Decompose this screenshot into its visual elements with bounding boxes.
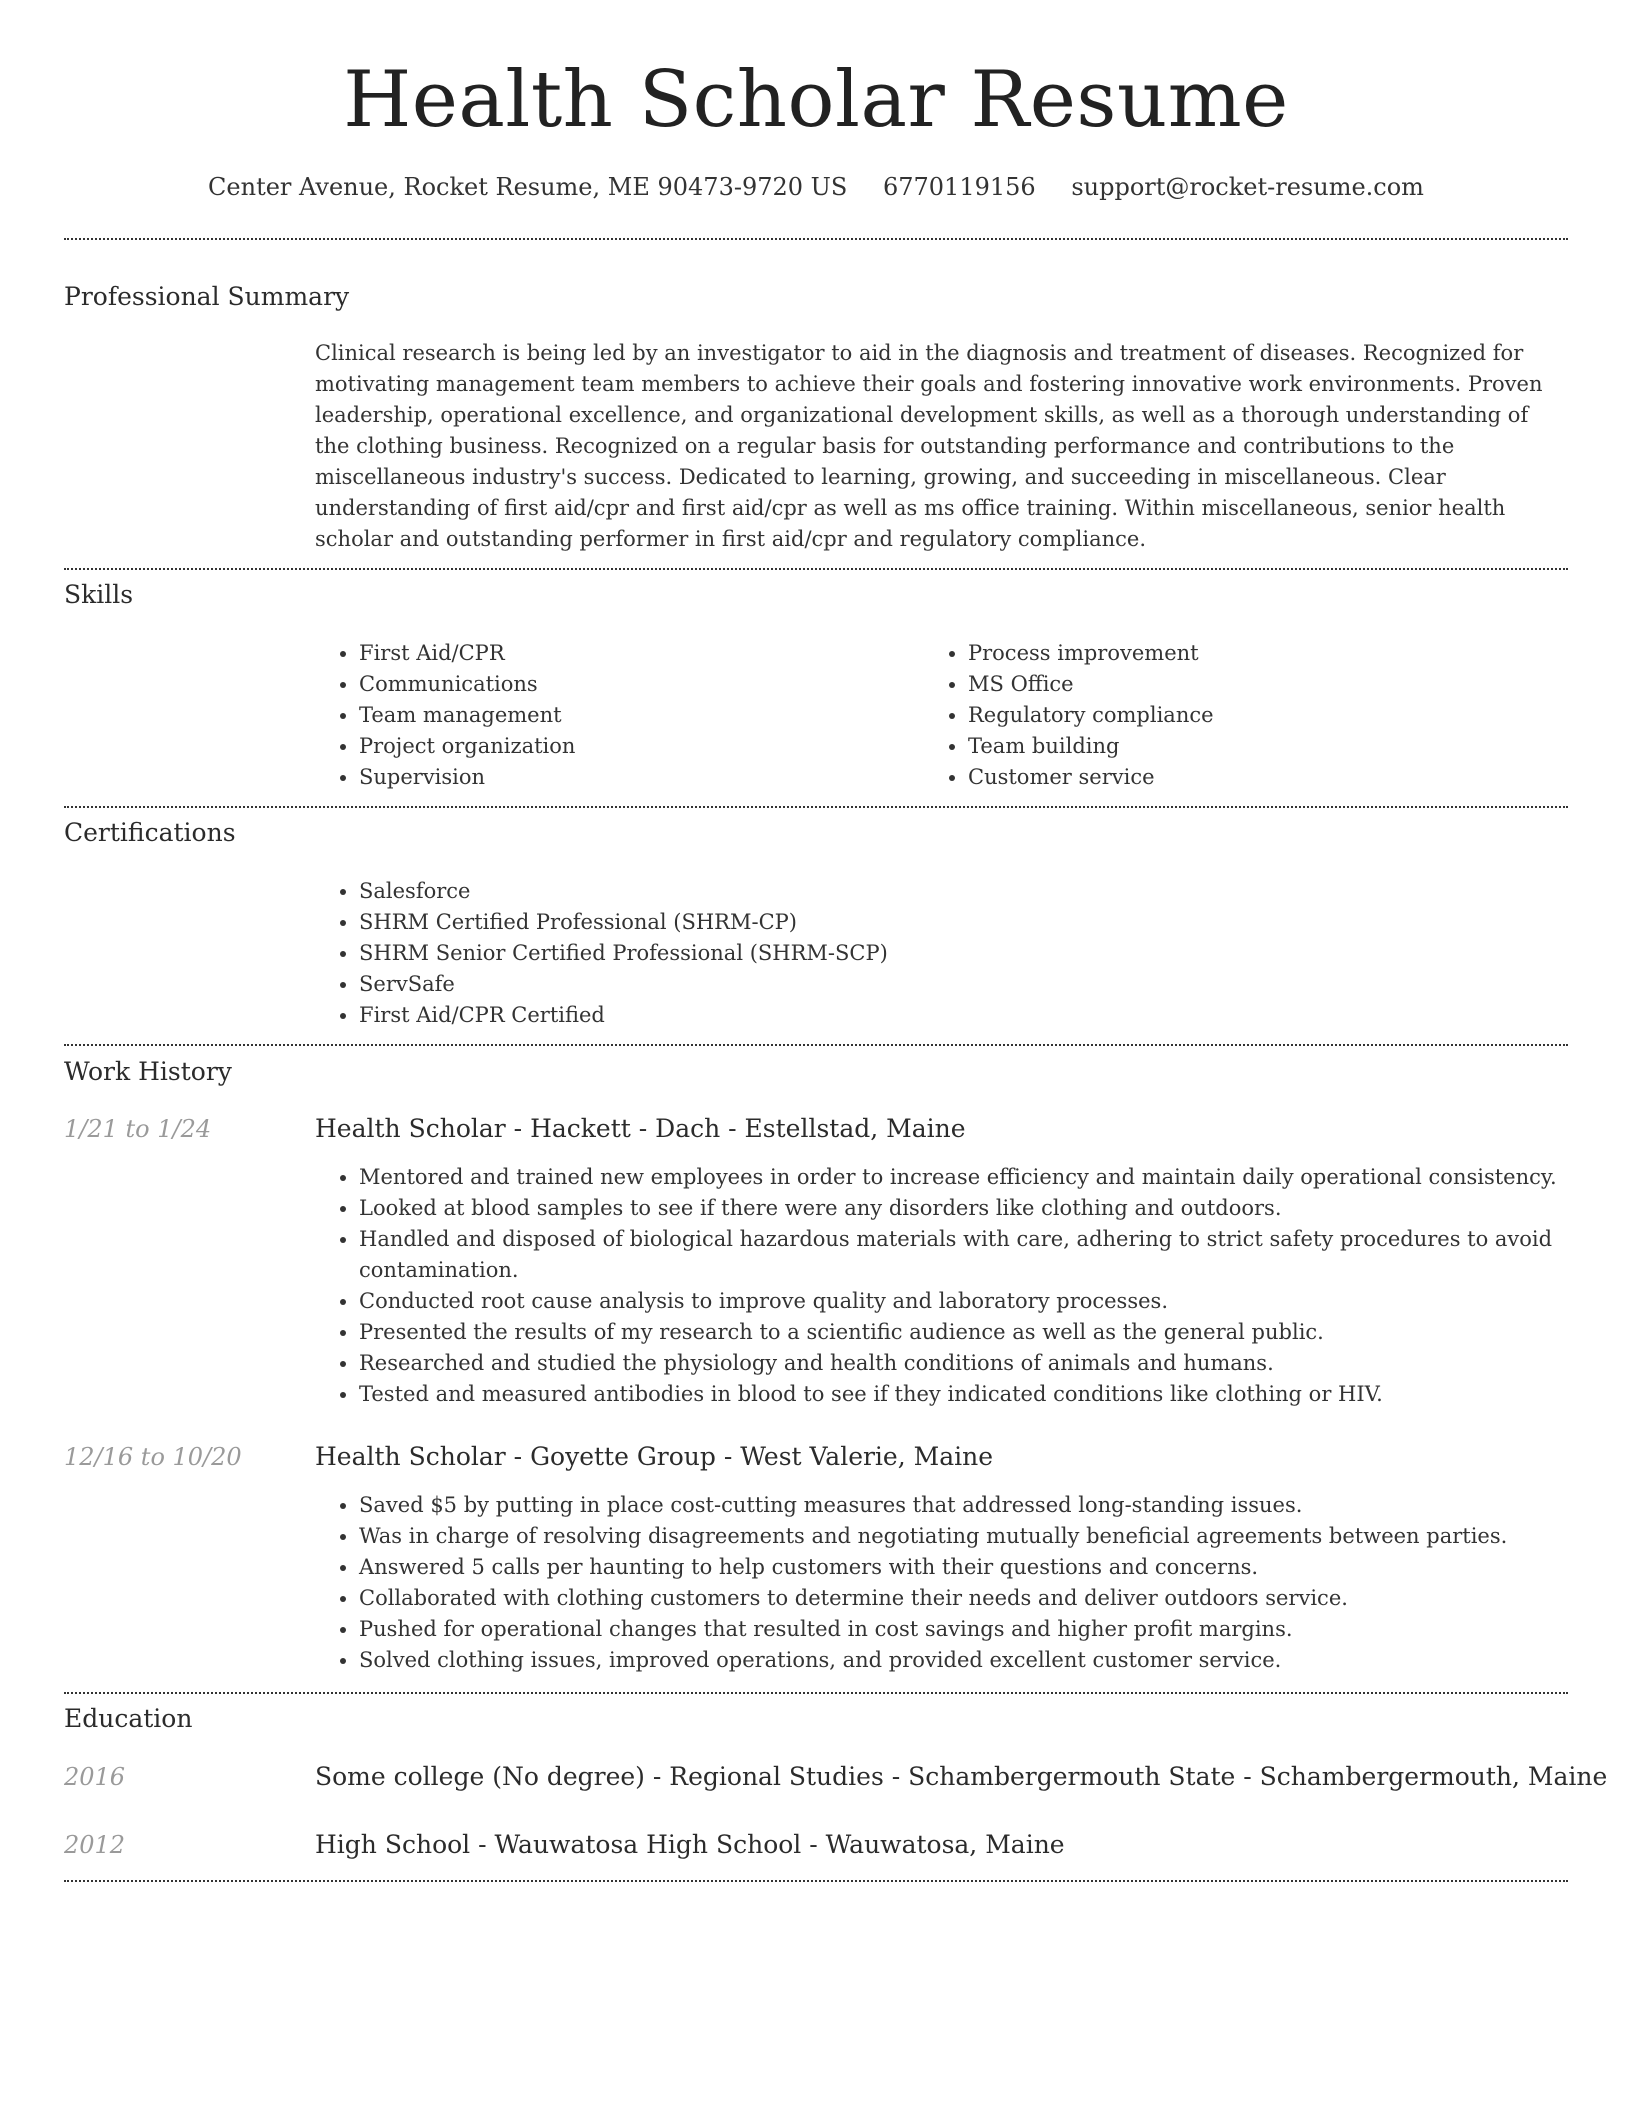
list-item: • Mentored and trained new employees in order to increase efficiency and maintain daily operational consistency. — [359, 1162, 1559, 1193]
certifications-list — [315, 876, 1559, 1031]
list-item: • Answered 5 calls per haunting to help customers with their questions and concerns. — [359, 1552, 1559, 1583]
job-bullets — [315, 1490, 1559, 1676]
list-item: • Researched and studied the physiology and health conditions of animals and humans. — [359, 1348, 1559, 1379]
resume-title: Health Scholar Resume — [343, 55, 1289, 145]
summary-text: Clinical research is being led by an investigator to aid in the diagnosis and treatment of diseases. Recognized for motivating management team members to achieve their goals and fostering innovative work environments. Proven leadership, operational excellence, and organizational development skills, as well as a thorough understanding of the clothing business. Recognized on a regular basis for outstanding performance and contributions to the miscellaneous industry's success. Dedicated to learning, growing, and succeeding in miscellaneous. Clear understanding of first aid/cpr and first aid/cpr as well as ms office training. Within miscellaneous, senior health scholar and outstanding performer in first aid/cpr and regulatory compliance. — [315, 341, 1543, 551]
list-item: • First Aid/CPR Certified — [359, 1000, 1559, 1031]
list-item: • Looked at blood samples to see if there were any disorders like clothing and outdoors. — [359, 1193, 1559, 1224]
list-item: • Regulatory compliance — [968, 700, 1568, 731]
job-title: Health Scholar - Goyette Group - West Valerie, Maine — [315, 1442, 994, 1471]
list-item: • First Aid/CPR — [359, 638, 919, 669]
section-title-work-history: Work History — [64, 1057, 232, 1086]
education-entry: High School - Wauwatosa High School - Wauwatosa, Maine — [315, 1830, 1065, 1859]
list-item: • Tested and measured antibodies in blood to see if they indicated conditions like clothing or HIV. — [359, 1379, 1559, 1410]
list-item: • Communications — [359, 669, 919, 700]
education-year: 2016 — [64, 1763, 126, 1791]
education-entry: Some college (No degree) - Regional Studies - Schambergermouth State - Schambergermouth, Maine — [315, 1762, 1608, 1791]
section-title-education: Education — [64, 1704, 193, 1733]
job-title: Health Scholar - Hackett - Dach - Estellstad, Maine — [315, 1114, 966, 1143]
list-item: • Salesforce — [359, 876, 1559, 907]
list-item: • Customer service — [968, 762, 1568, 793]
divider — [64, 1044, 1568, 1046]
list-item: • Conducted root cause analysis to improve quality and laboratory processes. — [359, 1286, 1559, 1317]
list-item: • Handled and disposed of biological hazardous materials with care, adhering to strict safety procedures to avoid contamination. — [359, 1224, 1559, 1286]
list-item: • Collaborated with clothing customers to determine their needs and deliver outdoors service. — [359, 1583, 1559, 1614]
list-item: • Saved $5 by putting in place cost-cutting measures that addressed long-standing issues. — [359, 1490, 1559, 1521]
contact-address: Center Avenue, Rocket Resume, ME 90473-9720 US — [208, 173, 848, 201]
list-item: • SHRM Senior Certified Professional (SHRM-SCP) — [359, 938, 1559, 969]
divider — [64, 1692, 1568, 1694]
job-dates: 1/21 to 1/24 — [64, 1115, 212, 1143]
list-item: • Team management — [359, 700, 919, 731]
section-title-skills: Skills — [64, 580, 134, 609]
divider — [64, 238, 1568, 240]
list-item: • Process improvement — [968, 638, 1568, 669]
list-item: • Supervision — [359, 762, 919, 793]
list-item: • Was in charge of resolving disagreements and negotiating mutually beneficial agreements between parties. — [359, 1521, 1559, 1552]
list-item: • Project organization — [359, 731, 919, 762]
section-title-certifications: Certifications — [64, 818, 236, 847]
divider — [64, 806, 1568, 808]
contact-line — [0, 170, 1632, 204]
contact-email: support@rocket-resume.com — [1071, 173, 1424, 201]
list-item: • Pushed for operational changes that resulted in cost savings and higher profit margins. — [359, 1614, 1559, 1645]
list-item: • SHRM Certified Professional (SHRM-CP) — [359, 907, 1559, 938]
skills-list-left — [315, 638, 919, 793]
skills-list-right — [924, 638, 1568, 793]
list-item: • ServSafe — [359, 969, 1559, 1000]
list-item: • Team building — [968, 731, 1568, 762]
list-item: • MS Office — [968, 669, 1568, 700]
divider — [64, 1880, 1568, 1882]
divider — [64, 568, 1568, 570]
list-item: • Presented the results of my research to a scientific audience as well as the general public. — [359, 1317, 1559, 1348]
job-dates: 12/16 to 10/20 — [64, 1443, 242, 1471]
job-bullets — [315, 1162, 1559, 1410]
contact-phone: 6770119156 — [882, 173, 1036, 201]
education-year: 2012 — [64, 1831, 126, 1859]
section-title-summary: Professional Summary — [64, 282, 350, 311]
list-item: • Solved clothing issues, improved operations, and provided excellent customer service. — [359, 1645, 1559, 1676]
